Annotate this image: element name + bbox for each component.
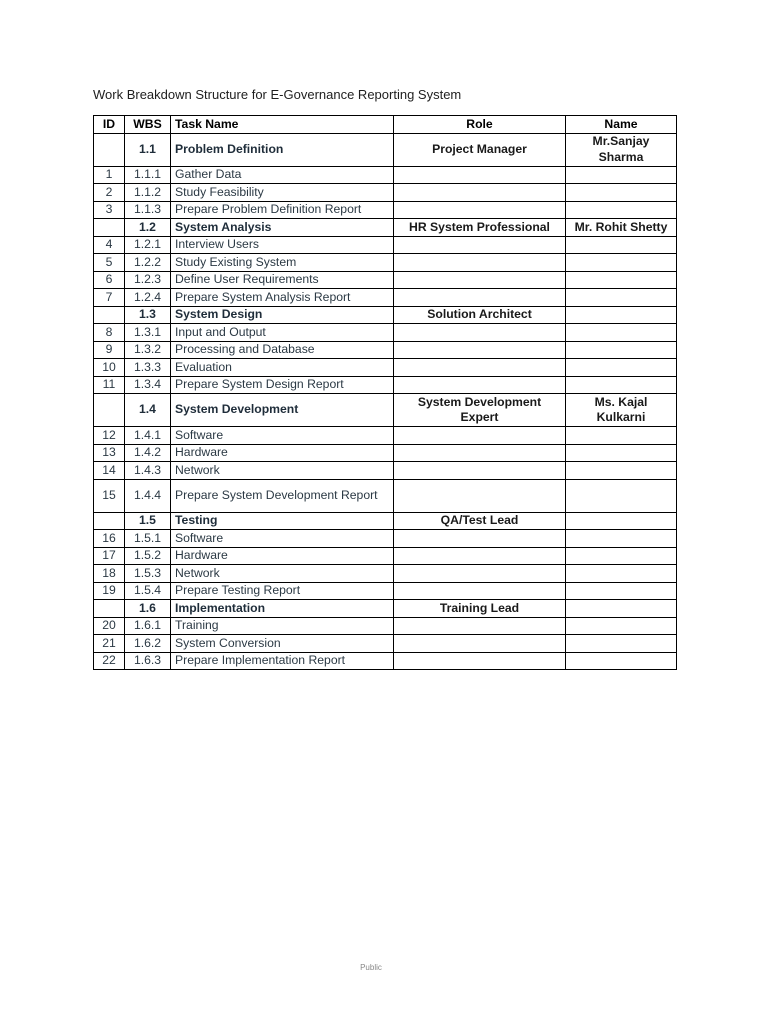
task-row — [94, 547, 677, 565]
cell-id: 16 — [94, 530, 125, 548]
cell-name — [566, 324, 677, 342]
cell-name: Mr.Sanjay Sharma — [566, 133, 677, 166]
cell-id: 2 — [94, 184, 125, 202]
task-row — [94, 635, 677, 653]
cell-id: 21 — [94, 635, 125, 653]
cell-id — [94, 512, 125, 530]
cell-name — [566, 617, 677, 635]
cell-task-name: Study Existing System — [171, 254, 394, 272]
cell-role: Project Manager — [394, 133, 566, 166]
phase-row — [94, 306, 677, 324]
cell-wbs: 1.5.4 — [125, 582, 171, 600]
cell-name — [566, 547, 677, 565]
cell-task-name: System Development — [171, 394, 394, 427]
header-wbs: WBS — [125, 116, 171, 134]
cell-task-name: Interview Users — [171, 236, 394, 254]
cell-id: 15 — [94, 479, 125, 512]
cell-role — [394, 427, 566, 445]
cell-wbs: 1.6.2 — [125, 635, 171, 653]
cell-task-name: Study Feasibility — [171, 184, 394, 202]
cell-name — [566, 289, 677, 307]
cell-wbs: 1.4.4 — [125, 479, 171, 512]
cell-name — [566, 652, 677, 670]
cell-role: HR System Professional — [394, 219, 566, 237]
header-task-name: Task Name — [171, 116, 394, 134]
cell-wbs: 1.6.3 — [125, 652, 171, 670]
cell-task-name: Software — [171, 530, 394, 548]
cell-name — [566, 236, 677, 254]
cell-name — [566, 582, 677, 600]
cell-role — [394, 652, 566, 670]
header-id: ID — [94, 116, 125, 134]
task-row — [94, 530, 677, 548]
cell-role — [394, 635, 566, 653]
cell-id: 10 — [94, 359, 125, 377]
cell-role — [394, 271, 566, 289]
task-row — [94, 201, 677, 219]
cell-task-name: Network — [171, 565, 394, 583]
phase-row — [94, 219, 677, 237]
task-row — [94, 341, 677, 359]
task-row — [94, 462, 677, 480]
cell-role — [394, 184, 566, 202]
cell-name — [566, 565, 677, 583]
cell-task-name: Testing — [171, 512, 394, 530]
cell-role — [394, 565, 566, 583]
cell-role — [394, 166, 566, 184]
task-row — [94, 582, 677, 600]
task-row — [94, 427, 677, 445]
cell-name — [566, 530, 677, 548]
phase-row — [94, 133, 677, 166]
table-body — [94, 133, 677, 670]
cell-task-name: Evaluation — [171, 359, 394, 377]
cell-task-name: Hardware — [171, 444, 394, 462]
cell-role — [394, 324, 566, 342]
cell-id: 12 — [94, 427, 125, 445]
cell-id: 14 — [94, 462, 125, 480]
cell-role — [394, 582, 566, 600]
task-row — [94, 271, 677, 289]
cell-wbs: 1.6 — [125, 600, 171, 618]
cell-role — [394, 376, 566, 394]
task-row — [94, 184, 677, 202]
cell-task-name: Prepare System Design Report — [171, 376, 394, 394]
cell-id: 3 — [94, 201, 125, 219]
header-name: Name — [566, 116, 677, 134]
cell-name — [566, 359, 677, 377]
cell-name: Mr. Rohit Shetty — [566, 219, 677, 237]
cell-id — [94, 133, 125, 166]
cell-name — [566, 479, 677, 512]
cell-wbs: 1.5.2 — [125, 547, 171, 565]
cell-name — [566, 254, 677, 272]
wbs-table — [93, 115, 677, 670]
task-row — [94, 652, 677, 670]
task-row — [94, 359, 677, 377]
cell-id: 9 — [94, 341, 125, 359]
cell-id — [94, 306, 125, 324]
cell-id: 17 — [94, 547, 125, 565]
phase-row — [94, 512, 677, 530]
cell-task-name: Hardware — [171, 547, 394, 565]
cell-wbs: 1.4.2 — [125, 444, 171, 462]
cell-id: 18 — [94, 565, 125, 583]
cell-name — [566, 427, 677, 445]
cell-id: 13 — [94, 444, 125, 462]
cell-name — [566, 635, 677, 653]
cell-wbs: 1.3.1 — [125, 324, 171, 342]
document-title: Work Breakdown Structure for E-Governance Reporting System — [93, 87, 462, 102]
task-row — [94, 324, 677, 342]
cell-role — [394, 444, 566, 462]
cell-wbs: 1.2.2 — [125, 254, 171, 272]
cell-name: Ms. Kajal Kulkarni — [566, 394, 677, 427]
cell-role — [394, 530, 566, 548]
header-role: Role — [394, 116, 566, 134]
cell-id: 6 — [94, 271, 125, 289]
cell-name — [566, 341, 677, 359]
cell-wbs: 1.3.3 — [125, 359, 171, 377]
cell-wbs: 1.5.3 — [125, 565, 171, 583]
cell-wbs: 1.3 — [125, 306, 171, 324]
cell-task-name: Processing and Database — [171, 341, 394, 359]
cell-wbs: 1.1.1 — [125, 166, 171, 184]
cell-task-name: System Analysis — [171, 219, 394, 237]
cell-wbs: 1.1.2 — [125, 184, 171, 202]
table-header-row — [94, 116, 677, 134]
cell-role: Training Lead — [394, 600, 566, 618]
cell-id: 19 — [94, 582, 125, 600]
cell-wbs: 1.4.3 — [125, 462, 171, 480]
cell-wbs: 1.4.1 — [125, 427, 171, 445]
cell-task-name: Software — [171, 427, 394, 445]
phase-row — [94, 394, 677, 427]
cell-id — [94, 219, 125, 237]
task-row — [94, 166, 677, 184]
cell-task-name: System Design — [171, 306, 394, 324]
cell-task-name: Network — [171, 462, 394, 480]
cell-task-name: Gather Data — [171, 166, 394, 184]
cell-name — [566, 166, 677, 184]
task-row — [94, 376, 677, 394]
cell-task-name: Implementation — [171, 600, 394, 618]
cell-wbs: 1.1 — [125, 133, 171, 166]
cell-role — [394, 547, 566, 565]
cell-role — [394, 236, 566, 254]
cell-name — [566, 600, 677, 618]
cell-role — [394, 462, 566, 480]
cell-task-name: Prepare System Analysis Report — [171, 289, 394, 307]
classification-footer: Public — [360, 963, 382, 972]
task-row — [94, 617, 677, 635]
cell-role — [394, 254, 566, 272]
task-row — [94, 444, 677, 462]
cell-wbs: 1.1.3 — [125, 201, 171, 219]
cell-id — [94, 394, 125, 427]
task-row — [94, 479, 677, 512]
cell-task-name: Input and Output — [171, 324, 394, 342]
cell-wbs: 1.4 — [125, 394, 171, 427]
cell-wbs: 1.2.1 — [125, 236, 171, 254]
cell-role — [394, 341, 566, 359]
cell-task-name: Prepare System Development Report — [171, 479, 394, 512]
cell-wbs: 1.2 — [125, 219, 171, 237]
cell-name — [566, 462, 677, 480]
cell-role: QA/Test Lead — [394, 512, 566, 530]
cell-id: 20 — [94, 617, 125, 635]
cell-name — [566, 512, 677, 530]
cell-role — [394, 201, 566, 219]
cell-wbs: 1.2.4 — [125, 289, 171, 307]
cell-name — [566, 306, 677, 324]
cell-id: 4 — [94, 236, 125, 254]
cell-wbs: 1.5 — [125, 512, 171, 530]
cell-task-name: Prepare Testing Report — [171, 582, 394, 600]
cell-name — [566, 444, 677, 462]
task-row — [94, 565, 677, 583]
cell-id: 11 — [94, 376, 125, 394]
cell-task-name: Prepare Implementation Report — [171, 652, 394, 670]
cell-name — [566, 184, 677, 202]
cell-wbs: 1.2.3 — [125, 271, 171, 289]
cell-id: 8 — [94, 324, 125, 342]
cell-role — [394, 479, 566, 512]
cell-id: 22 — [94, 652, 125, 670]
cell-wbs: 1.6.1 — [125, 617, 171, 635]
cell-id — [94, 600, 125, 618]
task-row — [94, 236, 677, 254]
cell-task-name: Training — [171, 617, 394, 635]
cell-wbs: 1.5.1 — [125, 530, 171, 548]
cell-name — [566, 376, 677, 394]
cell-role — [394, 617, 566, 635]
cell-name — [566, 201, 677, 219]
cell-wbs: 1.3.4 — [125, 376, 171, 394]
cell-id: 7 — [94, 289, 125, 307]
cell-role — [394, 289, 566, 307]
cell-wbs: 1.3.2 — [125, 341, 171, 359]
cell-role: System Development Expert — [394, 394, 566, 427]
cell-name — [566, 271, 677, 289]
task-row — [94, 289, 677, 307]
cell-task-name: System Conversion — [171, 635, 394, 653]
task-row — [94, 254, 677, 272]
cell-role — [394, 359, 566, 377]
cell-task-name: Define User Requirements — [171, 271, 394, 289]
cell-role: Solution Architect — [394, 306, 566, 324]
cell-id: 5 — [94, 254, 125, 272]
cell-task-name: Problem Definition — [171, 133, 394, 166]
cell-task-name: Prepare Problem Definition Report — [171, 201, 394, 219]
phase-row — [94, 600, 677, 618]
cell-id: 1 — [94, 166, 125, 184]
